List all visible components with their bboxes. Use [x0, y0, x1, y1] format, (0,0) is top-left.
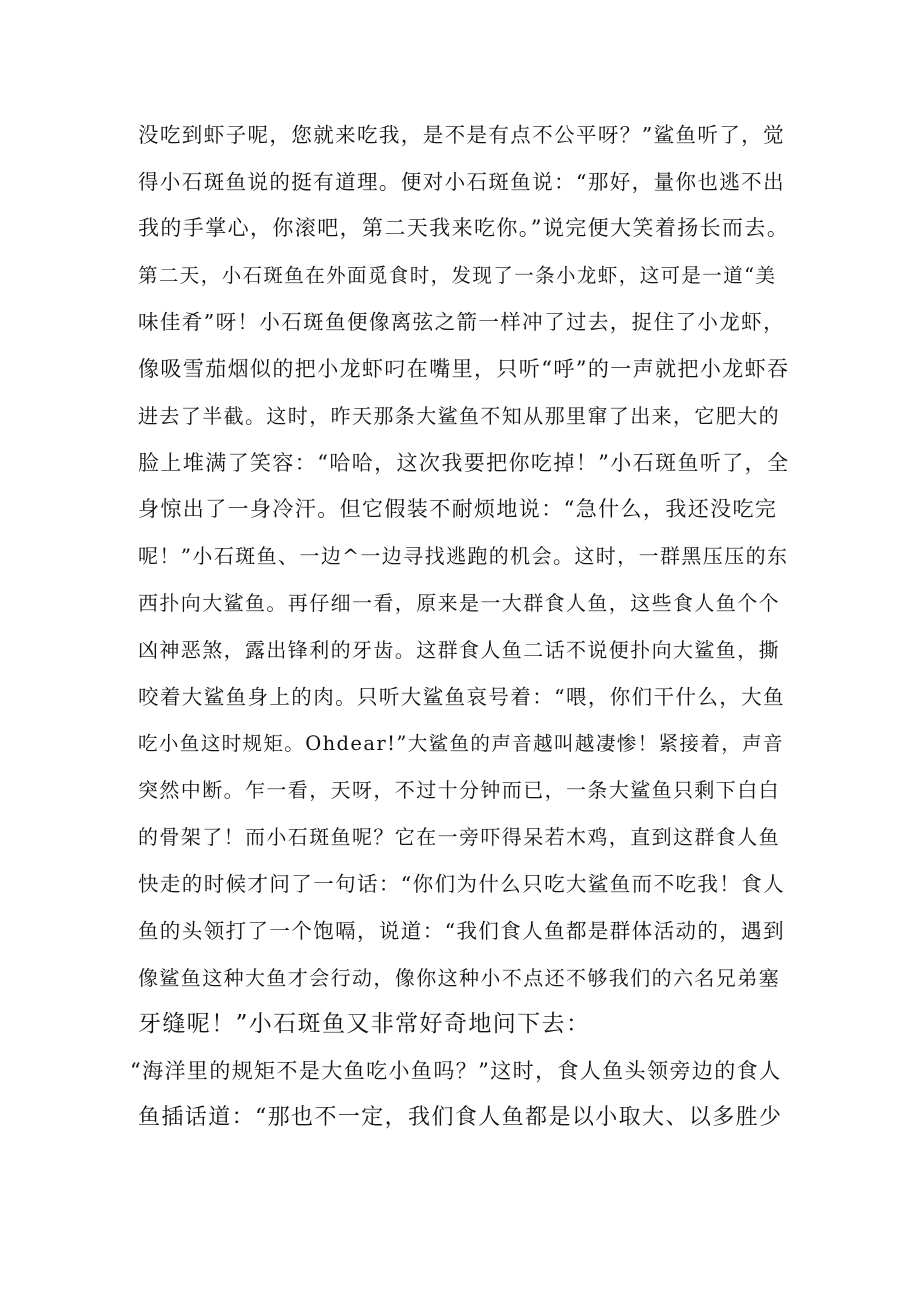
text-line: 脸上堆满了笑容：“哈哈，这次我要把你吃掉！”小石斑鱼听了，全	[138, 451, 790, 475]
text-line: 咬着大鲨鱼身上的肉。只听大鲨鱼哀号着：“喂，你们干什么，大鱼	[138, 685, 785, 709]
text-line: 鱼插话道：“那也不一定，我们食人鱼都是以小取大、以多胜少	[138, 1105, 783, 1130]
text-line: 我的手掌心，你滚吧，第二天我来吃你。”说完便大笑着扬长而去。	[138, 216, 790, 240]
text-line: “海洋里的规矩不是大鱼吃小鱼吗？”这时，食人鱼头领旁边的食人	[130, 1059, 782, 1083]
text-line: 快走的时候才问了一句话：“你们为什么只吃大鲨鱼而不吃我！食人	[138, 872, 785, 896]
text-line: 的骨架了！而小石斑鱼呢？它在一旁吓得呆若木鸡，直到这群食人鱼	[138, 825, 780, 849]
text-line: 没吃到虾子呢，您就来吃我，是不是有点不公平呀？”鲨鱼听了，觉	[138, 123, 785, 147]
text-line: 身惊出了一身冷汗。但它假装不耐烦地说：“急什么，我还没吃完	[138, 497, 778, 521]
text-line: 呢！”小石斑鱼、一边^一边寻找逃跑的机会。这时，一群黑压压的东	[138, 544, 789, 568]
text-line: 牙缝呢！”小石斑鱼又非常好奇地问下去：	[138, 1011, 591, 1037]
text-line: 得小石斑鱼说的挺有道理。便对小石斑鱼说：“那好，量你也逃不出	[138, 170, 785, 194]
text-line: 像吸雪茄烟似的把小龙虾叼在嘴里，只听“呼”的一声就把小龙虾吞	[138, 357, 790, 381]
text-line: 味佳肴”呀！小石斑鱼便像离弦之箭一样冲了过去，捉住了小龙虾，	[138, 310, 785, 334]
text-line: 凶神恶煞，露出锋利的牙齿。这群食人鱼二话不说便扑向大鲨鱼，撕	[138, 638, 780, 662]
text-line: 吃小鱼这时规矩。Ohdear!”大鲨鱼的声音越叫越凄惨！紧接着，声音	[138, 732, 784, 755]
text-line: 西扑向大鲨鱼。再仔细一看，原来是一大群食人鱼，这些食人鱼个个	[138, 591, 780, 615]
text-line: 突然中断。乍一看，天呀，不过十分钟而已，一条大鲨鱼只剩下白白	[138, 778, 780, 802]
text-line: 像鲨鱼这种大鱼才会行动，像你这种小不点还不够我们的六名兄弟塞	[138, 966, 780, 990]
text-line: 第二天，小石斑鱼在外面觅食时，发现了一条小龙虾，这可是一道“美	[138, 264, 777, 287]
text-line: 鱼的头领打了一个饱嗝，说道：“我们食人鱼都是群体活动的，遇到	[138, 919, 785, 943]
text-line: 进去了半截。这时，昨天那条大鲨鱼不知从那里窜了出来，它肥大的	[138, 404, 780, 428]
